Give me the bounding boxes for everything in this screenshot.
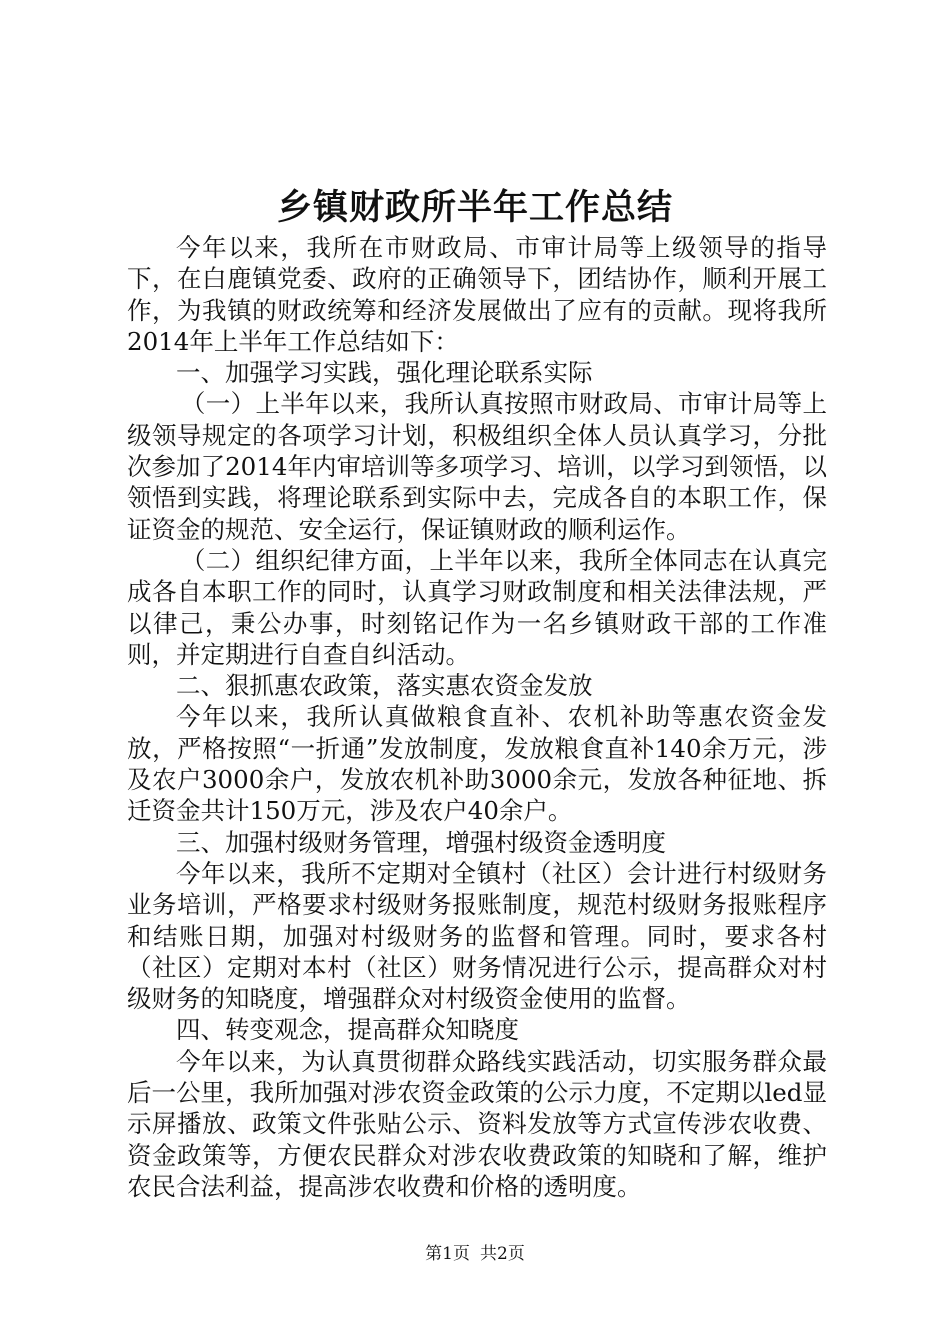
section-1-item-2: （二）组织纪律方面，上半年以来，我所全体同志在认真完成各自本职工作的同时，认真学习财政制度和相关法律法规，严以律己，秉公办事，时刻铭记作为一名乡镇财政干部的工作准则，并定期进行自查自纠活动。 [127, 545, 827, 669]
section-heading-1: 一、加强学习实践，强化理论联系实际 [176, 358, 593, 388]
intro-paragraph: 今年以来，我所在市财政局、市审计局等上级领导的指导下，在白鹿镇党委、政府的正确领导下，团结协作，顺利开展工作，为我镇的财政统筹和经济发展做出了应有的贡献。现将我所2014年上半年工作总结如下： [127, 233, 827, 356]
section-4-paragraph: 今年以来，为认真贯彻群众路线实践活动，切实服务群众最后一公里，我所加强对涉农资金政策的公示力度，不定期以led显示屏播放、政策文件张贴公示、资料发放等方式宣传涉农收费、资金政策等，方便农民群众对涉农收费政策的知晓和了解，维护农民合法利益，提高涉农收费和价格的透明度。 [127, 1046, 827, 1201]
page-footer [0, 1243, 950, 1265]
section-heading-4: 四、转变观念，提高群众知晓度 [176, 1015, 519, 1045]
document-body [127, 232, 827, 1202]
section-3-paragraph: 今年以来，我所不定期对全镇村（社区）会计进行村级财务业务培训，严格要求村级财务报账制度，规范村级财务报账程序和结账日期，加强对村级财务的监督和管理。同时，要求各村（社区）定期对本村（社区）财务情况进行公示，提高群众对村级财务的知晓度，增强群众对村级资金使用的监督。 [127, 858, 827, 1014]
section-heading-3: 三、加强村级财务管理，增强村级资金透明度 [176, 827, 666, 857]
section-2-paragraph: 今年以来，我所认真做粮食直补、农机补助等惠农资金发放，严格按照“一折通”发放制度，发放粮食直补140余万元，涉及农户3000余户，发放农机补助3000余元，发放各种征地、拆迁资金共计150万元，涉及农户40余户。 [127, 702, 827, 826]
page-number: 第1页 [425, 1244, 470, 1264]
document-title: 乡镇财政所半年工作总结 [276, 187, 673, 228]
page-total: 共2页 [480, 1244, 525, 1264]
section-1-item-1: （一）上半年以来，我所认真按照市财政局、市审计局等上级领导规定的各项学习计划，积极组织全体人员认真学习，分批次参加了2014年内审培训等多项学习、培训，以学习到领悟，以领悟到实践，将理论联系到实际中去，完成各自的本职工作，保证资金的规范、安全运行，保证镇财政的顺利运作。 [127, 389, 827, 544]
section-heading-2: 二、狠抓惠农政策，落实惠农资金发放 [176, 671, 593, 701]
